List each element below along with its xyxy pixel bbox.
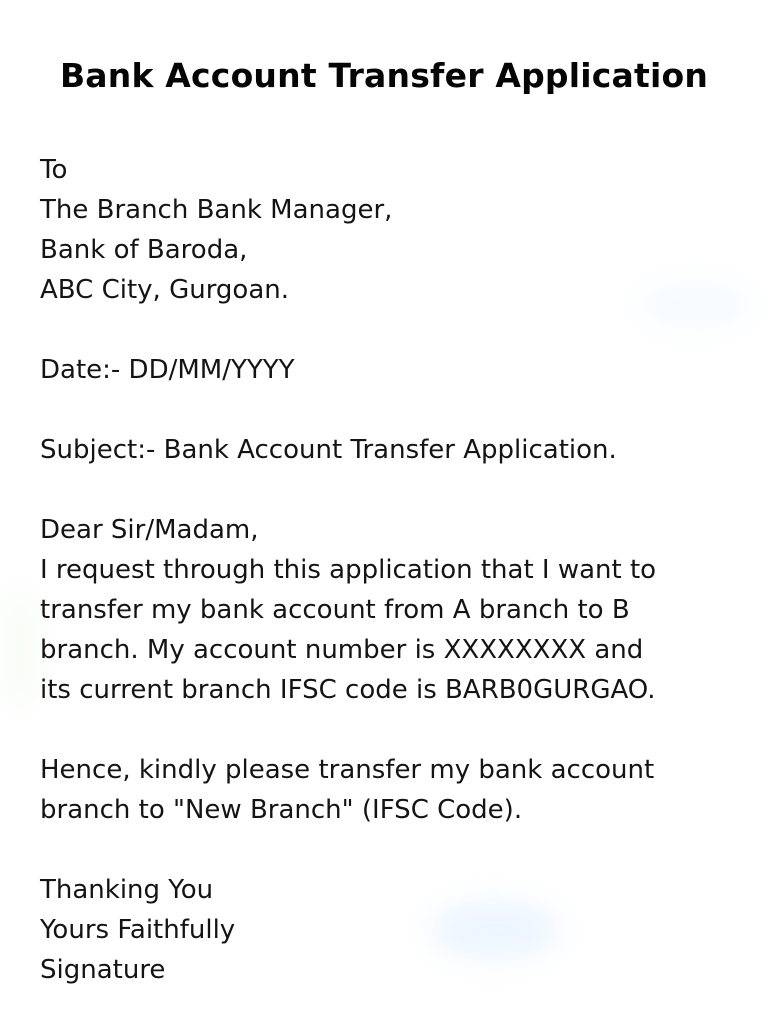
date-line: Date:- DD/MM/YYYY [40,355,295,385]
paragraph-1-line: transfer my bank account from A branch to B [40,595,630,625]
address-line-3: ABC City, Gurgoan. [40,275,290,305]
subject-line: Subject:- Bank Account Transfer Application. [40,435,617,465]
salutation: Dear Sir/Madam, [40,515,259,545]
paragraph-2-line: Hence, kindly please transfer my bank account [40,755,655,785]
closing-regards: Yours Faithfully [40,915,236,945]
watermark-blob [0,590,40,710]
address-line-2: Bank of Baroda, [40,235,248,265]
paragraph-2-line: branch to "New Branch" (IFSC Code). [40,795,523,825]
letter-body [40,150,740,990]
paragraph-1-line: its current branch IFSC code is BARB0GURGAO. [40,675,656,705]
closing-thanks: Thanking You [40,875,214,905]
paragraph-1-line: branch. My account number is XXXXXXXX and [40,635,644,665]
spacer [40,470,740,510]
spacer [40,310,740,350]
spacer [40,830,740,870]
spacer [40,390,740,430]
signature-line: Signature [40,955,166,985]
page-title: Bank Account Transfer Application [59,56,709,95]
spacer [40,710,740,750]
address-to: To [40,155,68,185]
paragraph-1-line: I request through this application that I want to [40,555,657,585]
address-line-1: The Branch Bank Manager, [40,195,393,225]
